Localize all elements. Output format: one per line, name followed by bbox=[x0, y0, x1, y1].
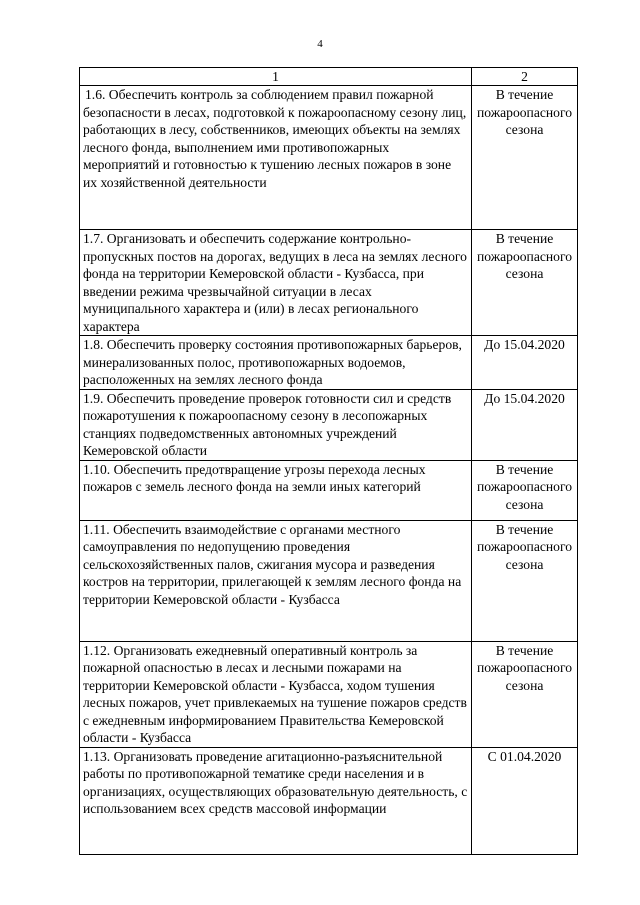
table-row bbox=[80, 389, 578, 460]
table-row bbox=[80, 86, 578, 230]
measure-text-content: 1.12. Организовать ежедневный оперативный контроль за пожарной опасностью в лесах и лесными пожарами на территории Кемеровской области - Кузбасса, ходом тушения лесных пожаров, учет привлекаемых на тушение пожаров средств с ежедневным информированием Правительства Кемеровской области - Кузбасса bbox=[83, 642, 467, 745]
measure-text bbox=[80, 230, 472, 336]
table-row bbox=[80, 520, 578, 641]
measure-term: В течение пожароопасного сезона bbox=[472, 520, 578, 641]
measure-text-content: 1.7. Организовать и обеспечить содержание контрольно-пропускных постов на дорогах, ведущих в леса на землях лесного фонда на территории Кемеровской области - Кузбасса, при введении режима чрезвычайной ситуации в лесах муниципального характера и (или) в лесах регионального характера bbox=[83, 231, 467, 334]
measure-term: До 15.04.2020 bbox=[472, 336, 578, 390]
measures-table bbox=[79, 67, 578, 855]
measure-text-content: 1.8. Обеспечить проверку состояния противопожарных барьеров, минерализованных полос, противопожарных водоемов, расположенных на землях лесного фонда bbox=[83, 337, 462, 387]
measure-text bbox=[80, 747, 472, 854]
table-row bbox=[80, 641, 578, 747]
measure-term: В течение пожароопасного сезона bbox=[472, 460, 578, 520]
measure-text-content: 1.13. Организовать проведение агитационно-разъяснительной работы по противопожарной тематике среди населения и в организациях, осуществляющих образовательную деятельность, с использованием всех средств массовой информации bbox=[83, 748, 468, 816]
measure-term: С 01.04.2020 bbox=[472, 747, 578, 854]
page-number: 4 bbox=[317, 38, 323, 50]
measure-text-content: 1.6. Обеспечить контроль за соблюдением правил пожарной безопасности в лесах, подготовкой к пожароопасному сезону лиц, работающих в лесу, собственников, имеющих объекты на землях лесного фонда, выполнением ими противопожарных мероприятий и готовностью к тушению лесных пожаров в зоне их хозяйственной деятельности bbox=[83, 87, 467, 190]
measure-text bbox=[80, 336, 472, 390]
table-row bbox=[80, 747, 578, 854]
measure-term: В течение пожароопасного сезона bbox=[472, 86, 578, 230]
header-col-2: 2 bbox=[472, 68, 578, 86]
measure-text-content: 1.11. Обеспечить взаимодействие с органами местного самоуправления по недопущению проведения сельскохозяйственных палов, сжигания мусора и разведения костров на территории, прилегающей к землям лесного фонда на территории Кемеровской области - Кузбасса bbox=[83, 521, 462, 607]
table-row bbox=[80, 460, 578, 520]
measure-text-content: 1.9. Обеспечить проведение проверок готовности сил и средств пожаротушения к пожароопасному сезону в лесопожарных станциях подведомственных автономных учреждений Кемеровской области bbox=[83, 390, 452, 458]
measure-text bbox=[80, 641, 472, 747]
measure-text-content: 1.10. Обеспечить предотвращение угрозы перехода лесных пожаров с земель лесного фонда на земли иных категорий bbox=[83, 461, 426, 494]
measure-term: В течение пожароопасного сезона bbox=[472, 230, 578, 336]
measure-text bbox=[80, 389, 472, 460]
measure-term: В течение пожароопасного сезона bbox=[472, 641, 578, 747]
measure-text bbox=[80, 520, 472, 641]
table-header-row bbox=[80, 68, 578, 86]
table-row bbox=[80, 230, 578, 336]
measure-text bbox=[80, 86, 472, 230]
measure-text bbox=[80, 460, 472, 520]
table-row bbox=[80, 336, 578, 390]
header-col-1: 1 bbox=[80, 68, 472, 86]
measure-term: До 15.04.2020 bbox=[472, 389, 578, 460]
